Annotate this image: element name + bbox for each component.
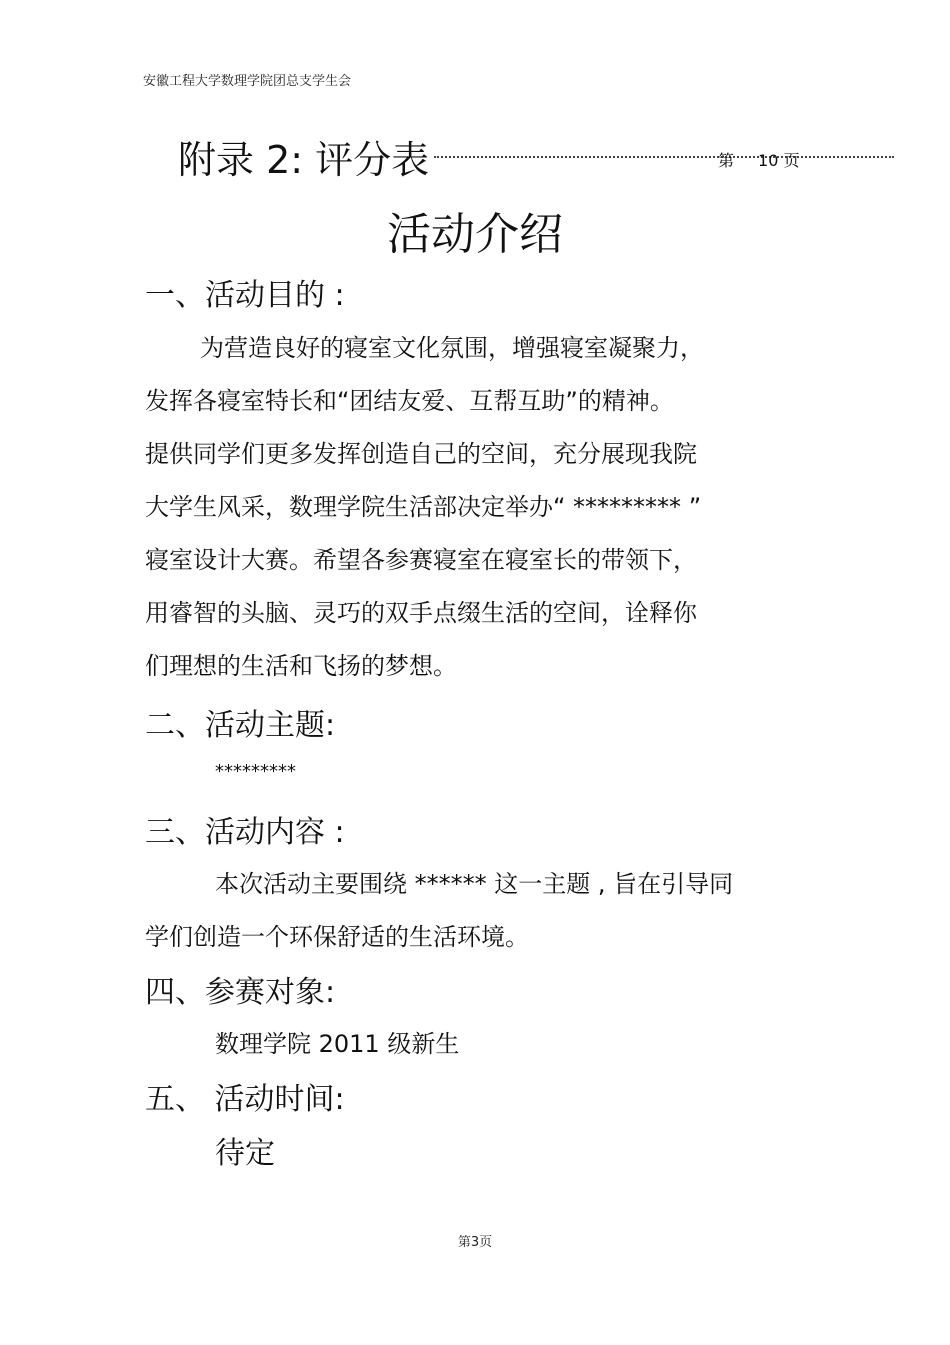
- section-heading-content: 三、活动内容 :: [145, 815, 345, 850]
- paragraph-line: 用睿智的头脑、灵巧的双手点缀生活的空间，诠释你: [145, 599, 697, 627]
- toc-title: 附录 2: 评分表: [178, 138, 430, 182]
- participants-value: 数理学院 2011 级新生: [215, 1030, 460, 1058]
- section-heading-participants: 四、参赛对象:: [145, 975, 336, 1010]
- page-number-footer: 第3页: [457, 1235, 493, 1250]
- paragraph-line: 为营造良好的寝室文化氛围，增强寝室凝聚力，: [200, 334, 704, 362]
- page-header: 安徽工程大学数理学院团总支学生会: [143, 74, 352, 89]
- toc-page-number: 10 页: [758, 151, 800, 170]
- toc-page-prefix: 第: [718, 151, 735, 170]
- toc-leader-dots: [434, 156, 894, 158]
- toc-entry: [178, 134, 808, 186]
- paragraph-line: 学们创造一个环保舒适的生活环境。: [145, 923, 529, 951]
- time-value: 待定: [215, 1136, 275, 1171]
- section-heading-purpose: 一、活动目的 :: [145, 278, 345, 313]
- theme-value: *********: [215, 761, 296, 782]
- paragraph-line: 提供同学们更多发挥创造自己的空间，充分展现我院: [145, 440, 697, 468]
- paragraph-line: 发挥各寝室特长和“团结友爱、互帮互助”的精神。: [145, 387, 674, 415]
- paragraph-line: 大学生风采，数理学院生活部决定举办“ ********* ”: [145, 493, 702, 521]
- section-heading-time: 五、 活动时间:: [145, 1082, 345, 1117]
- page-title: 活动介绍: [387, 209, 563, 260]
- section-heading-theme: 二、活动主题:: [145, 708, 336, 743]
- paragraph-line: 们理想的生活和飞扬的梦想。: [145, 652, 457, 680]
- paragraph-line: 寝室设计大赛。希望各参赛寝室在寝室长的带领下，: [145, 546, 697, 574]
- paragraph-line: 本次活动主要围绕 ****** 这一主题 , 旨在引导同: [215, 870, 734, 898]
- toc-page-ref: [718, 150, 799, 172]
